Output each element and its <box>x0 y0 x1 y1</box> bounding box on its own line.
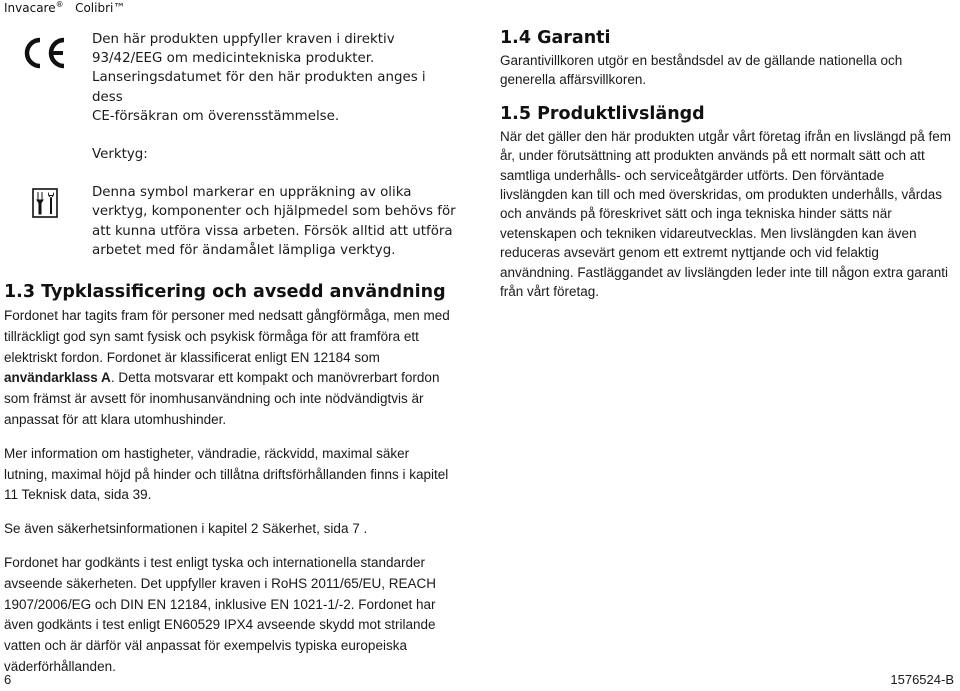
right-column <box>500 28 952 301</box>
section-1-3-paragraph-2: Mer information om hastigheter, vändradie, räckvidd, maximal säker lutning, maximal höjd på hinder och tillåtna driftsförhållanden finns i kapitel 11 Teknisk data, sida 39. <box>4 445 449 503</box>
ce-mark-icon <box>20 36 70 74</box>
tools-icon <box>32 188 58 222</box>
section-1-3-title: 1.3 Typklassificering och avsedd användning <box>4 282 446 303</box>
ce-line-4: CE-försäkran om överensstämmelse. <box>92 108 340 124</box>
tools-notice <box>4 145 456 260</box>
page-number: 6 <box>4 672 12 687</box>
registered-mark: ® <box>55 0 64 9</box>
p1-bold-term: användarklass A <box>4 370 111 386</box>
section-1-3-paragraph-3: Se även säkerhetsinformationen i kapitel 2 Säkerhet, sida 7 . <box>4 521 368 537</box>
document-number: 1576524-B <box>890 672 954 687</box>
model-name: Colibri <box>75 1 114 15</box>
section-1-5-title: 1.5 Produktlivslängd <box>500 103 705 124</box>
tools-heading: Verktyg: <box>92 147 148 163</box>
left-column <box>4 30 456 678</box>
p1-text-b: . Detta motsvarar ett kompakt och manövrerbart fordon som främst är avsett för inomhusanvändning och inte nödvändigtvis är anpassat för att klara utomhushinder. <box>4 370 440 428</box>
section-1-5-paragraph: När det gäller den här produkten utgår vårt företag ifrån en livslängd på fem år, under förutsättning att produkten används på ett normalt sätt och att samtliga underhålls- och serviceåtgärder utförts. Den förväntade livslängden kan till och med överskridas, om produkten underhålls, vårdas och används på föreskrivet sätt och inga tekniska hinder sätts när vetenskapen och tekniken vidareutvecklas. Men livslängden kan även reduceras avsevärt genom ett extremt nyttjande och vid felaktig användning. Fastläggandet av livslängden leder inte till någon extra garanti från vårt företag. <box>500 128 952 300</box>
ce-line-2: 93/42/EEG om medicintekniska produkter. <box>92 51 375 67</box>
trademark-mark: ™ <box>113 1 126 15</box>
section-1-4-paragraph: Garantivillkoren utgör en beståndsdel av de gällande nationella och generella affärsvillkoren. <box>500 53 903 88</box>
brand-name: Invacare <box>4 1 56 15</box>
section-1-3-paragraph-1 <box>4 306 456 431</box>
ce-line-1: Den här produkten uppfyller kraven i direktiv <box>92 32 395 47</box>
tools-line-4: arbetet med för ändamålet lämpliga verktyg. <box>92 242 396 258</box>
tools-line-1: Denna symbol markerar en uppräkning av olika <box>92 185 412 201</box>
section-1-4-title: 1.4 Garanti <box>500 28 611 48</box>
running-header <box>4 0 125 15</box>
ce-line-3: Lanseringsdatumet för den här produkten anges i dess <box>92 70 426 105</box>
p1-text-a: Fordonet har tagits fram för personer med nedsatt gångförmåga, men med tillräckligt god syn samt fysisk och psykisk förmåga för att framföra ett elektriskt fordon. Fordonet är klassificerat enligt EN 12184 som <box>4 308 450 365</box>
section-1-3-paragraph-4: Fordonet har godkänts i test enligt tyska och internationella standarder avseende säkerheten. Det uppfyller kraven i RoHS 2011/65/EU, REACH 1907/2006/EG och DIN EN 12184, inklusive EN 1021-1/-2. Fordonet har även godkänts i test enligt EN60529 IPX4 avseende skydd mot strilande vatten och är därför väl anpassat för exempelvis typiska europeiska väderförhållanden. <box>4 555 436 674</box>
ce-notice <box>4 30 456 126</box>
tools-line-3: att kunna utföra vissa arbeten. Försök alltid att utföra <box>92 223 453 239</box>
tools-line-2: verktyg, komponenter och hjälpmedel som behövs för <box>92 204 456 220</box>
